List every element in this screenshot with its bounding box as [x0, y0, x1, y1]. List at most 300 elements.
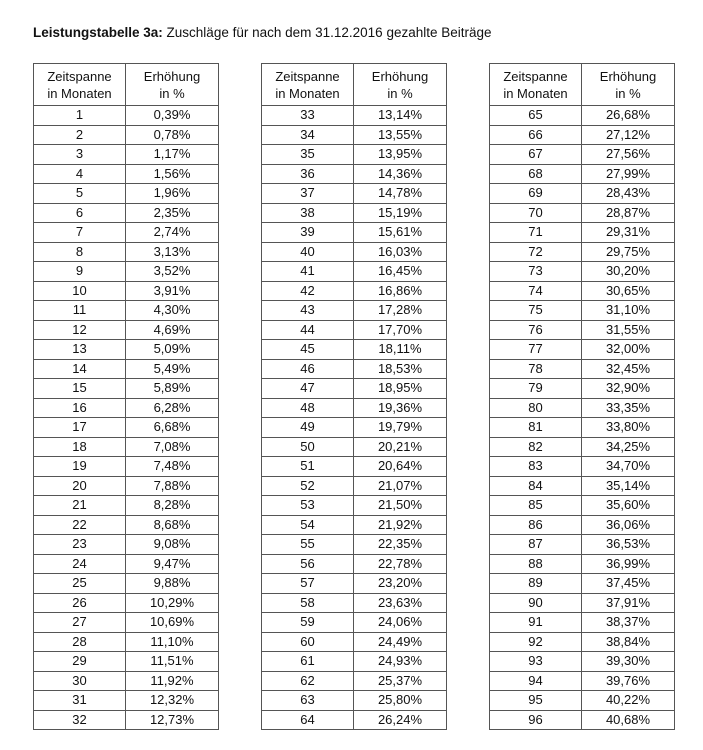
months-cell: 73: [490, 262, 582, 282]
increase-cell: 3,91%: [126, 281, 219, 301]
increase-cell: 19,79%: [354, 418, 447, 438]
header-increase: Erhöhung in %: [126, 64, 219, 106]
header-increase: Erhöhung in %: [582, 64, 675, 106]
table-row: [262, 593, 447, 613]
increase-cell: 21,92%: [354, 515, 447, 535]
increase-cell: 25,37%: [354, 671, 447, 691]
months-cell: 51: [262, 457, 354, 477]
table-row: [262, 145, 447, 165]
months-cell: 38: [262, 203, 354, 223]
increase-cell: 25,80%: [354, 691, 447, 711]
table-row: [262, 184, 447, 204]
months-cell: 7: [34, 223, 126, 243]
increase-cell: 26,24%: [354, 710, 447, 730]
table-row: [262, 652, 447, 672]
months-cell: 26: [34, 593, 126, 613]
months-cell: 53: [262, 496, 354, 516]
increase-cell: 33,35%: [582, 398, 675, 418]
table-row: [490, 203, 675, 223]
months-cell: 32: [34, 710, 126, 730]
table-row: [262, 535, 447, 555]
table-row: [34, 496, 219, 516]
table-row: [34, 632, 219, 652]
table-row: [490, 671, 675, 691]
table-row: [34, 593, 219, 613]
benefit-table-2: [261, 63, 447, 730]
increase-cell: 7,48%: [126, 457, 219, 477]
header-months: Zeitspanne in Monaten: [34, 64, 126, 106]
increase-cell: 13,95%: [354, 145, 447, 165]
table-row: [34, 457, 219, 477]
months-cell: 50: [262, 437, 354, 457]
months-cell: 18: [34, 437, 126, 457]
table-row: [34, 281, 219, 301]
table-row: [490, 418, 675, 438]
increase-cell: 28,87%: [582, 203, 675, 223]
table-row: [262, 515, 447, 535]
table-header-row: [490, 64, 675, 106]
table-row: [34, 164, 219, 184]
increase-cell: 7,08%: [126, 437, 219, 457]
months-cell: 41: [262, 262, 354, 282]
increase-cell: 11,10%: [126, 632, 219, 652]
increase-cell: 3,13%: [126, 242, 219, 262]
table-row: [34, 535, 219, 555]
increase-cell: 11,51%: [126, 652, 219, 672]
months-cell: 92: [490, 632, 582, 652]
increase-cell: 34,70%: [582, 457, 675, 477]
months-cell: 8: [34, 242, 126, 262]
table-row: [490, 184, 675, 204]
table-row: [34, 106, 219, 126]
table-row: [490, 320, 675, 340]
months-cell: 70: [490, 203, 582, 223]
table-row: [262, 359, 447, 379]
increase-cell: 13,55%: [354, 125, 447, 145]
increase-cell: 7,88%: [126, 476, 219, 496]
months-cell: 49: [262, 418, 354, 438]
months-cell: 59: [262, 613, 354, 633]
table-row: [34, 691, 219, 711]
table-row: [490, 652, 675, 672]
table-row: [262, 203, 447, 223]
table-row: [34, 515, 219, 535]
months-cell: 52: [262, 476, 354, 496]
table-row: [262, 437, 447, 457]
table-row: [262, 164, 447, 184]
months-cell: 17: [34, 418, 126, 438]
increase-cell: 24,49%: [354, 632, 447, 652]
table-row: [262, 418, 447, 438]
months-cell: 1: [34, 106, 126, 126]
increase-cell: 27,56%: [582, 145, 675, 165]
increase-cell: 12,32%: [126, 691, 219, 711]
months-cell: 30: [34, 671, 126, 691]
increase-cell: 1,56%: [126, 164, 219, 184]
months-cell: 29: [34, 652, 126, 672]
increase-cell: 27,99%: [582, 164, 675, 184]
months-cell: 14: [34, 359, 126, 379]
months-cell: 88: [490, 554, 582, 574]
months-cell: 22: [34, 515, 126, 535]
table-row: [490, 340, 675, 360]
months-cell: 76: [490, 320, 582, 340]
table-row: [262, 223, 447, 243]
increase-cell: 31,10%: [582, 301, 675, 321]
increase-cell: 24,06%: [354, 613, 447, 633]
increase-cell: 19,36%: [354, 398, 447, 418]
months-cell: 68: [490, 164, 582, 184]
table-row: [490, 457, 675, 477]
months-cell: 84: [490, 476, 582, 496]
increase-cell: 2,35%: [126, 203, 219, 223]
months-cell: 23: [34, 535, 126, 555]
table-row: [34, 242, 219, 262]
months-cell: 89: [490, 574, 582, 594]
increase-cell: 0,78%: [126, 125, 219, 145]
table-row: [262, 106, 447, 126]
table-header-row: [262, 64, 447, 106]
increase-cell: 6,68%: [126, 418, 219, 438]
table-row: [34, 710, 219, 730]
months-cell: 39: [262, 223, 354, 243]
table-row: [490, 554, 675, 574]
months-cell: 12: [34, 320, 126, 340]
increase-cell: 10,29%: [126, 593, 219, 613]
table-row: [34, 379, 219, 399]
increase-cell: 18,11%: [354, 340, 447, 360]
months-cell: 79: [490, 379, 582, 399]
table-row: [490, 476, 675, 496]
title-bold: Leistungstabelle 3a:: [33, 25, 163, 40]
table-row: [262, 340, 447, 360]
table-row: [490, 281, 675, 301]
table-row: [490, 632, 675, 652]
table-row: [34, 437, 219, 457]
table-row: [34, 671, 219, 691]
months-cell: 40: [262, 242, 354, 262]
months-cell: 64: [262, 710, 354, 730]
increase-cell: 1,96%: [126, 184, 219, 204]
months-cell: 35: [262, 145, 354, 165]
increase-cell: 27,12%: [582, 125, 675, 145]
increase-cell: 10,69%: [126, 613, 219, 633]
increase-cell: 29,31%: [582, 223, 675, 243]
months-cell: 86: [490, 515, 582, 535]
increase-cell: 4,30%: [126, 301, 219, 321]
increase-cell: 33,80%: [582, 418, 675, 438]
table-row: [262, 281, 447, 301]
months-cell: 90: [490, 593, 582, 613]
table-row: [490, 691, 675, 711]
months-cell: 71: [490, 223, 582, 243]
months-cell: 54: [262, 515, 354, 535]
months-cell: 63: [262, 691, 354, 711]
table-row: [262, 691, 447, 711]
header-increase: Erhöhung in %: [354, 64, 447, 106]
increase-cell: 28,43%: [582, 184, 675, 204]
benefit-table-3: [489, 63, 675, 730]
table-row: [262, 476, 447, 496]
header-months: Zeitspanne in Monaten: [262, 64, 354, 106]
table-row: [490, 593, 675, 613]
increase-cell: 36,99%: [582, 554, 675, 574]
months-cell: 48: [262, 398, 354, 418]
increase-cell: 0,39%: [126, 106, 219, 126]
months-cell: 47: [262, 379, 354, 399]
increase-cell: 39,30%: [582, 652, 675, 672]
table-row: [490, 125, 675, 145]
table-row: [262, 613, 447, 633]
table-row: [34, 301, 219, 321]
table-row: [34, 554, 219, 574]
increase-cell: 20,64%: [354, 457, 447, 477]
title-text: Zuschläge für nach dem 31.12.2016 gezahlte Beiträge: [162, 25, 492, 40]
months-cell: 31: [34, 691, 126, 711]
increase-cell: 15,19%: [354, 203, 447, 223]
months-cell: 61: [262, 652, 354, 672]
months-cell: 75: [490, 301, 582, 321]
months-cell: 9: [34, 262, 126, 282]
months-cell: 3: [34, 145, 126, 165]
months-cell: 13: [34, 340, 126, 360]
table-row: [262, 671, 447, 691]
increase-cell: 31,55%: [582, 320, 675, 340]
table-row: [262, 457, 447, 477]
months-cell: 36: [262, 164, 354, 184]
table-row: [490, 242, 675, 262]
months-cell: 2: [34, 125, 126, 145]
increase-cell: 11,92%: [126, 671, 219, 691]
page-title: [33, 25, 492, 40]
increase-cell: 32,00%: [582, 340, 675, 360]
increase-cell: 17,70%: [354, 320, 447, 340]
increase-cell: 20,21%: [354, 437, 447, 457]
increase-cell: 9,88%: [126, 574, 219, 594]
increase-cell: 29,75%: [582, 242, 675, 262]
months-cell: 16: [34, 398, 126, 418]
months-cell: 25: [34, 574, 126, 594]
increase-cell: 30,65%: [582, 281, 675, 301]
table-row: [34, 398, 219, 418]
table-row: [490, 398, 675, 418]
months-cell: 69: [490, 184, 582, 204]
increase-cell: 3,52%: [126, 262, 219, 282]
table-row: [490, 379, 675, 399]
months-cell: 42: [262, 281, 354, 301]
increase-cell: 1,17%: [126, 145, 219, 165]
table-row: [490, 515, 675, 535]
months-cell: 67: [490, 145, 582, 165]
months-cell: 95: [490, 691, 582, 711]
months-cell: 66: [490, 125, 582, 145]
table-row: [34, 125, 219, 145]
table-row: [34, 223, 219, 243]
months-cell: 45: [262, 340, 354, 360]
table-row: [262, 379, 447, 399]
months-cell: 83: [490, 457, 582, 477]
months-cell: 55: [262, 535, 354, 555]
months-cell: 85: [490, 496, 582, 516]
table-row: [490, 574, 675, 594]
increase-cell: 6,28%: [126, 398, 219, 418]
table-row: [490, 496, 675, 516]
table-row: [34, 320, 219, 340]
table-row: [262, 632, 447, 652]
months-cell: 34: [262, 125, 354, 145]
increase-cell: 21,50%: [354, 496, 447, 516]
increase-cell: 34,25%: [582, 437, 675, 457]
increase-cell: 37,45%: [582, 574, 675, 594]
increase-cell: 38,37%: [582, 613, 675, 633]
table-row: [490, 223, 675, 243]
table-row: [490, 262, 675, 282]
increase-cell: 22,35%: [354, 535, 447, 555]
increase-cell: 13,14%: [354, 106, 447, 126]
months-cell: 37: [262, 184, 354, 204]
months-cell: 87: [490, 535, 582, 555]
increase-cell: 5,89%: [126, 379, 219, 399]
increase-cell: 22,78%: [354, 554, 447, 574]
table-row: [262, 301, 447, 321]
increase-cell: 4,69%: [126, 320, 219, 340]
increase-cell: 24,93%: [354, 652, 447, 672]
increase-cell: 16,86%: [354, 281, 447, 301]
table-row: [490, 359, 675, 379]
benefit-table-1: [33, 63, 219, 730]
table-row: [262, 320, 447, 340]
table-row: [262, 125, 447, 145]
increase-cell: 14,36%: [354, 164, 447, 184]
increase-cell: 38,84%: [582, 632, 675, 652]
months-cell: 65: [490, 106, 582, 126]
table-row: [262, 496, 447, 516]
increase-cell: 21,07%: [354, 476, 447, 496]
increase-cell: 12,73%: [126, 710, 219, 730]
increase-cell: 36,53%: [582, 535, 675, 555]
table-row: [262, 710, 447, 730]
table-row: [34, 340, 219, 360]
months-cell: 24: [34, 554, 126, 574]
months-cell: 80: [490, 398, 582, 418]
increase-cell: 18,53%: [354, 359, 447, 379]
table-row: [490, 106, 675, 126]
increase-cell: 8,68%: [126, 515, 219, 535]
table-row: [34, 613, 219, 633]
months-cell: 58: [262, 593, 354, 613]
months-cell: 6: [34, 203, 126, 223]
months-cell: 72: [490, 242, 582, 262]
table-row: [490, 535, 675, 555]
months-cell: 44: [262, 320, 354, 340]
table-row: [34, 652, 219, 672]
table-row: [490, 164, 675, 184]
increase-cell: 18,95%: [354, 379, 447, 399]
months-cell: 33: [262, 106, 354, 126]
table-row: [490, 301, 675, 321]
table-row: [490, 613, 675, 633]
months-cell: 46: [262, 359, 354, 379]
months-cell: 20: [34, 476, 126, 496]
increase-cell: 15,61%: [354, 223, 447, 243]
increase-cell: 26,68%: [582, 106, 675, 126]
increase-cell: 9,47%: [126, 554, 219, 574]
months-cell: 96: [490, 710, 582, 730]
table-row: [262, 242, 447, 262]
months-cell: 77: [490, 340, 582, 360]
table-row: [34, 476, 219, 496]
table-row: [262, 574, 447, 594]
months-cell: 82: [490, 437, 582, 457]
increase-cell: 39,76%: [582, 671, 675, 691]
increase-cell: 2,74%: [126, 223, 219, 243]
increase-cell: 36,06%: [582, 515, 675, 535]
increase-cell: 23,20%: [354, 574, 447, 594]
increase-cell: 5,49%: [126, 359, 219, 379]
months-cell: 60: [262, 632, 354, 652]
table-row: [34, 359, 219, 379]
months-cell: 78: [490, 359, 582, 379]
months-cell: 5: [34, 184, 126, 204]
months-cell: 15: [34, 379, 126, 399]
months-cell: 21: [34, 496, 126, 516]
increase-cell: 32,90%: [582, 379, 675, 399]
increase-cell: 35,14%: [582, 476, 675, 496]
increase-cell: 40,22%: [582, 691, 675, 711]
increase-cell: 16,45%: [354, 262, 447, 282]
table-row: [490, 437, 675, 457]
months-cell: 28: [34, 632, 126, 652]
increase-cell: 35,60%: [582, 496, 675, 516]
months-cell: 93: [490, 652, 582, 672]
months-cell: 62: [262, 671, 354, 691]
increase-cell: 16,03%: [354, 242, 447, 262]
table-header-row: [34, 64, 219, 106]
months-cell: 27: [34, 613, 126, 633]
months-cell: 74: [490, 281, 582, 301]
table-row: [34, 262, 219, 282]
table-row: [490, 145, 675, 165]
months-cell: 56: [262, 554, 354, 574]
increase-cell: 30,20%: [582, 262, 675, 282]
increase-cell: 23,63%: [354, 593, 447, 613]
increase-cell: 32,45%: [582, 359, 675, 379]
table-row: [490, 710, 675, 730]
months-cell: 81: [490, 418, 582, 438]
increase-cell: 8,28%: [126, 496, 219, 516]
increase-cell: 40,68%: [582, 710, 675, 730]
months-cell: 19: [34, 457, 126, 477]
increase-cell: 9,08%: [126, 535, 219, 555]
months-cell: 94: [490, 671, 582, 691]
increase-cell: 37,91%: [582, 593, 675, 613]
months-cell: 43: [262, 301, 354, 321]
increase-cell: 5,09%: [126, 340, 219, 360]
table-row: [262, 554, 447, 574]
months-cell: 57: [262, 574, 354, 594]
table-row: [34, 418, 219, 438]
increase-cell: 17,28%: [354, 301, 447, 321]
header-months: Zeitspanne in Monaten: [490, 64, 582, 106]
months-cell: 4: [34, 164, 126, 184]
increase-cell: 14,78%: [354, 184, 447, 204]
table-row: [262, 398, 447, 418]
table-row: [262, 262, 447, 282]
table-row: [34, 203, 219, 223]
table-row: [34, 145, 219, 165]
table-row: [34, 574, 219, 594]
table-row: [34, 184, 219, 204]
